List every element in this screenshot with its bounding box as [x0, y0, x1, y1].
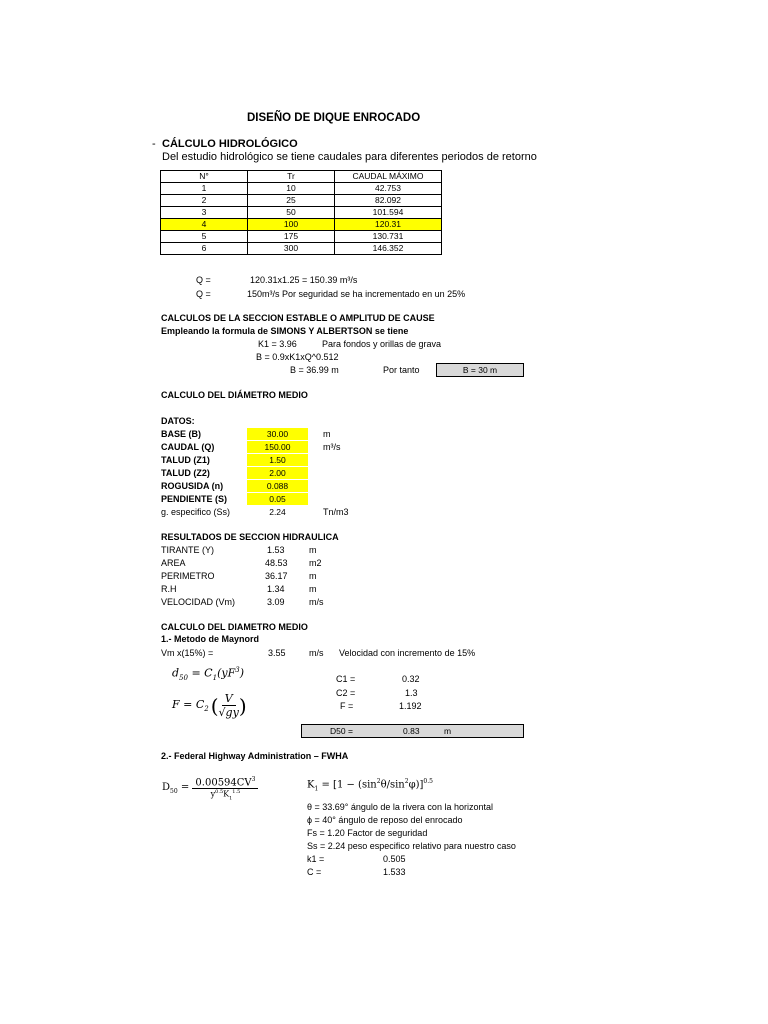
result-unit: m — [309, 584, 317, 594]
result-value: 1.53 — [267, 545, 285, 555]
page-title: DISEÑO DE DIQUE ENROCADO — [247, 112, 421, 124]
row-tr: 10 — [248, 183, 335, 195]
column-header: N° — [161, 171, 248, 183]
table-row — [161, 207, 442, 219]
ss-note: Ss = 2.24 peso especifico relativo para nuestro caso — [307, 841, 516, 851]
row-caudal: 101.594 — [335, 207, 442, 219]
b-result-box: B = 30 m — [436, 363, 524, 377]
row-caudal: 82.092 — [335, 195, 442, 207]
section-heading: CALCULOS DE LA SECCION ESTABLE O AMPLITUD DE CAUSE — [161, 313, 435, 323]
q1-value: 120.31x1.25 = 150.39 m³/s — [250, 275, 358, 285]
k1-note: Para fondos y orillas de grava — [322, 339, 442, 349]
c-result: 1.533 — [383, 867, 406, 877]
result-value: 1.34 — [267, 584, 285, 594]
q2-value: 150m³/s Por seguridad se ha incrementado en un 25% — [247, 289, 466, 299]
fwha-method: 2.- Federal Highway Administration – FWHA — [161, 751, 349, 761]
result-unit: m — [309, 571, 317, 581]
row-number: 4 — [161, 219, 248, 231]
table-row — [161, 243, 442, 255]
d50-value: 0.83 — [403, 726, 420, 736]
row-tr: 100 — [248, 219, 335, 231]
datos-label: BASE (B) — [161, 429, 201, 439]
datos-label: TALUD (Z1) — [161, 455, 210, 465]
f-label: F = — [340, 701, 354, 711]
fwha-k1-formula-image: $K_1 = [1 - (\sin^2\theta/\sin^2\varphi)]^{0.5}$ — [307, 778, 433, 793]
por-tanto-label: Por tanto — [383, 365, 420, 375]
bullet: - — [152, 138, 156, 150]
datos-label: g. especifico (Ss) — [161, 507, 231, 517]
phi-note: ϕ = 40° ángulo de reposo del enrocado — [307, 815, 463, 825]
fwha-d50-formula-image: $D_{50}$ = $\frac{0.00594CV^3}{y^{0.5}K_1^{1.5}}$ — [162, 776, 258, 802]
k1-result: 0.505 — [383, 854, 406, 864]
d50-label: D50 = — [330, 726, 353, 736]
vm-value: 3.55 — [268, 648, 286, 658]
diameter-heading: CALCULO DEL DIÁMETRO MEDIO — [161, 390, 308, 400]
vm-note: Velocidad con incremento de 15% — [339, 648, 476, 658]
datos-value: 30.00 — [247, 428, 308, 440]
row-tr: 175 — [248, 231, 335, 243]
vm-unit: m/s — [309, 648, 324, 658]
result-value: 48.53 — [265, 558, 288, 568]
q1-label: Q = — [196, 275, 211, 285]
section-intro: Empleando la formula de SIMONS Y ALBERTSON se tiene — [161, 326, 409, 336]
row-caudal: 120.31 — [335, 219, 442, 231]
q2-label: Q = — [196, 289, 211, 299]
row-tr: 25 — [248, 195, 335, 207]
datos-value: 0.088 — [247, 480, 308, 492]
d50-formula-image: $d_{50} = C_1(yF^3)$ — [172, 666, 244, 682]
row-caudal: 146.352 — [335, 243, 442, 255]
row-number: 3 — [161, 207, 248, 219]
return-period-table — [160, 170, 442, 255]
row-number: 2 — [161, 195, 248, 207]
table-row — [161, 183, 442, 195]
result-label: AREA — [161, 558, 186, 568]
datos-value: 0.05 — [247, 493, 308, 505]
table-header-row — [161, 171, 442, 183]
c1-label: C1 = — [336, 674, 356, 684]
datos-label: ROGUSIDA (n) — [161, 481, 224, 491]
c1-value: 0.32 — [402, 674, 420, 684]
d50-unit: m — [444, 726, 452, 736]
table-row — [161, 195, 442, 207]
datos-heading: DATOS: — [161, 416, 195, 426]
datos-unit: Tn/m3 — [323, 507, 349, 517]
d50-result-box — [301, 724, 524, 738]
result-unit: m2 — [309, 558, 322, 568]
result-label: PERIMETRO — [161, 571, 215, 581]
vm-label: Vm x(15%) = — [161, 648, 214, 658]
results-heading: RESULTADOS DE SECCION HIDRAULICA — [161, 532, 339, 542]
datos-value: 2.24 — [269, 507, 286, 517]
c2-label: C2 = — [336, 688, 356, 698]
c2-value: 1.3 — [405, 688, 418, 698]
row-caudal: 42.753 — [335, 183, 442, 195]
row-number: 1 — [161, 183, 248, 195]
f-formula-image: $F = C_2$ ( $\frac{V}{√gy}$ ) — [172, 692, 247, 719]
result-label: R.H — [161, 584, 177, 594]
row-tr: 50 — [248, 207, 335, 219]
maynord-heading: CALCULO DEL DIAMETRO MEDIO — [161, 622, 308, 632]
datos-label: CAUDAL (Q) — [161, 442, 215, 452]
column-header: CAUDAL MÁXIMO — [335, 171, 442, 183]
k1-label: k1 = — [307, 854, 325, 864]
row-caudal: 130.731 — [335, 231, 442, 243]
maynord-method: 1.- Metodo de Maynord — [161, 634, 260, 644]
result-unit: m/s — [309, 597, 324, 607]
theta-note: θ = 33.69° ángulo de la rivera con la horizontal — [307, 802, 493, 812]
datos-unit: m³/s — [323, 442, 341, 452]
datos-unit: m — [323, 429, 331, 439]
k1-value: K1 = 3.96 — [258, 339, 297, 349]
table-row-selected — [161, 219, 442, 231]
b-value: B = 36.99 m — [290, 365, 339, 375]
row-number: 5 — [161, 231, 248, 243]
result-label: TIRANTE (Y) — [161, 545, 214, 555]
datos-value: 1.50 — [247, 454, 308, 466]
row-tr: 300 — [248, 243, 335, 255]
result-unit: m — [309, 545, 317, 555]
hydro-heading: CÁLCULO HIDROLÓGICO — [162, 138, 298, 150]
table-row — [161, 231, 442, 243]
row-number: 6 — [161, 243, 248, 255]
datos-label: TALUD (Z2) — [161, 468, 210, 478]
datos-value: 2.00 — [247, 467, 308, 479]
c-label: C = — [307, 867, 322, 877]
result-value: 3.09 — [267, 597, 285, 607]
result-label: VELOCIDAD (Vm) — [161, 597, 236, 607]
fs-note: Fs = 1.20 Factor de seguridad — [307, 828, 428, 838]
b-formula: B = 0.9xK1xQ^0.512 — [256, 352, 339, 362]
result-value: 36.17 — [265, 571, 288, 581]
column-header: Tr — [248, 171, 335, 183]
hydro-intro: Del estudio hidrológico se tiene caudales para diferentes periodos de retorno — [162, 151, 537, 163]
datos-label: PENDIENTE (S) — [161, 494, 228, 504]
f-value: 1.192 — [399, 701, 422, 711]
datos-value: 150.00 — [247, 441, 308, 453]
